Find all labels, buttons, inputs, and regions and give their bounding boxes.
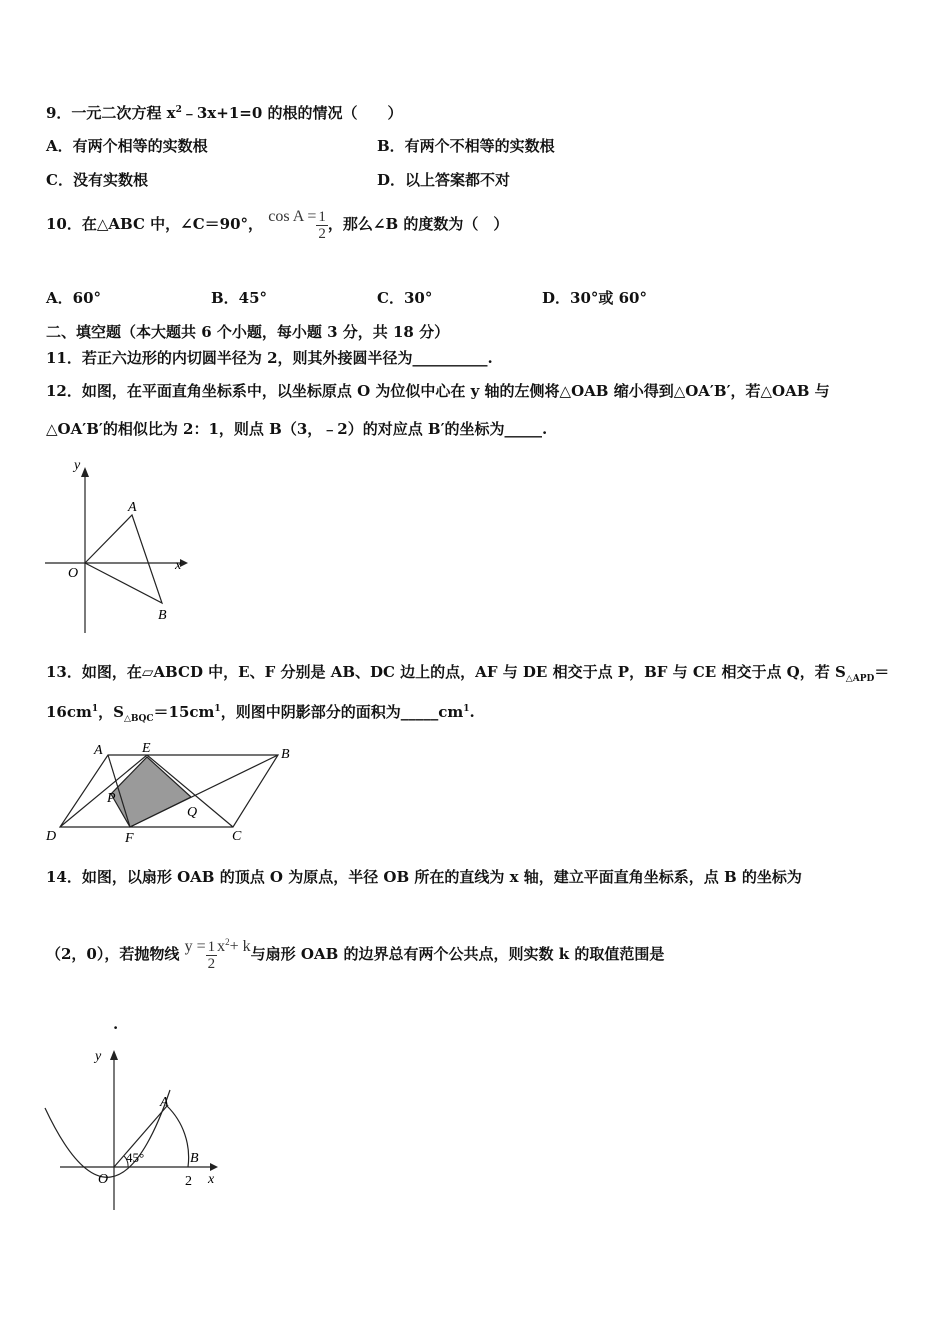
q13-period: . <box>469 703 475 721</box>
q13-value-bqc: ＝15cm <box>153 703 215 721</box>
q14-label-b: B <box>190 1151 199 1166</box>
q13-value-apd: 16cm <box>46 703 92 721</box>
q9-option-a: A．有两个相等的实数根 <box>46 137 208 155</box>
q9-stem-exponent: 2 <box>175 105 182 115</box>
q14-label-o: O <box>98 1172 109 1187</box>
q12-triangle-oab <box>85 515 162 603</box>
q12-label-b: B <box>158 608 167 623</box>
q14-eq-k: + k <box>229 938 251 955</box>
q13-s-label: ，S <box>98 703 124 721</box>
q14-eq-exponent: 2 <box>225 937 230 947</box>
q9-stem-suffix: ﹣3x+1=0 的根的情况（ ） <box>181 104 403 122</box>
q13-value-apd-exponent: 1 <box>91 704 99 714</box>
q12-label-x: x <box>175 558 182 573</box>
q14-x-arrow-icon <box>210 1163 218 1171</box>
q12-label-y: y <box>74 458 81 473</box>
q10-stem-prefix: 10．在△ABC 中，∠C＝90°， <box>46 215 264 233</box>
q14-line-1: 14．如图，以扇形 OAB 的顶点 O 为原点，半径 OB 所在的直线为 x 轴，建立平面直角坐标系，点 B 的坐标为 <box>46 868 802 886</box>
q13-value-bqc-exponent: 1 <box>214 704 221 714</box>
q12-line-1: 12．如图，在平面直角坐标系中，以坐标原点 O 为位似中心在 y 轴的左侧将△OAB 缩小得到△OA′B′，若△OAB 与 <box>46 382 830 400</box>
q14-fraction-denominator: 2 <box>207 955 216 972</box>
q13-figure <box>40 738 300 848</box>
q14-y-arrow-icon <box>110 1050 118 1060</box>
q14-line-2 <box>46 932 664 973</box>
q10-option-c: C．30° <box>377 289 433 307</box>
q12-figure <box>40 455 200 640</box>
q13-line-1-text: 13．如图，在▱ABCD 中，E、F 分别是 AB、DC 边上的点，AF 与 DE 相交于点 P，BF 与 CE 相交于点 Q，若 S <box>46 663 846 681</box>
q10-fraction-numerator: 1 <box>318 208 326 225</box>
q14-sector-arc <box>167 1106 189 1167</box>
q10-option-d: D．30°或 60° <box>542 289 647 307</box>
q14-line-2-suffix: 与扇形 OAB 的边界总有两个公共点，则实数 k 的取值范围是 <box>250 945 665 963</box>
q13-label-a: A <box>94 743 103 758</box>
q14-line-3: . <box>113 1015 119 1033</box>
q11-text: 11．若正六边形的内切圆半径为 2，则其外接圆半径为__________. <box>46 349 493 367</box>
q12-y-arrow-icon <box>81 467 89 477</box>
q10-stem <box>46 206 508 243</box>
q14-figure <box>40 1040 240 1220</box>
q9-stem-prefix: 9．一元二次方程 x <box>46 104 176 122</box>
q14-label-y: y <box>95 1049 102 1064</box>
q13-label-p: P <box>107 791 116 806</box>
q13-label-q: Q <box>187 805 198 820</box>
section-heading: 二、填空题（本大题共 6 个小题，每小题 3 分，共 18 分） <box>46 323 450 341</box>
q13-question-text: ，则图中阴影部分的面积为_____cm <box>220 703 464 721</box>
q12-label-a: A <box>128 500 137 515</box>
q13-label-c: C <box>232 829 242 844</box>
q9-option-c: C．没有实数根 <box>46 171 148 189</box>
q13-line-2 <box>46 699 475 729</box>
q14-label-two: 2 <box>185 1174 192 1189</box>
q13-label-e: E <box>142 741 151 756</box>
q9-option-b: B．有两个不相等的实数根 <box>377 137 555 155</box>
q10-stem-suffix: ，那么∠B 的度数为（ ） <box>327 215 509 233</box>
q14-label-angle: 45° <box>126 1150 145 1165</box>
q10-fraction <box>316 209 328 242</box>
q12-line-2: △OA′B′的相似比为 2：1，则点 B（3，﹣2）的对应点 B′的坐标为_____. <box>46 420 548 438</box>
q14-label-x: x <box>208 1172 215 1187</box>
q13-label-b: B <box>281 747 290 762</box>
q13-line-1-subscript: △APD <box>845 674 875 684</box>
q10-fraction-denominator: 2 <box>318 225 326 242</box>
q14-line-2-prefix: （2，0），若抛物线 <box>46 945 180 963</box>
q14-label-a: A <box>160 1095 169 1110</box>
q13-answer-exponent: 1 <box>463 704 470 714</box>
q14-eq-x: x <box>217 938 226 955</box>
q12-label-o: O <box>68 566 79 581</box>
q13-label-d: D <box>46 829 57 844</box>
q13-line-1 <box>46 662 889 689</box>
q14-eq-y: y = <box>184 938 206 955</box>
q13-line-1-equals: ＝ <box>874 663 890 681</box>
q14-parabola <box>45 1090 170 1177</box>
q9-option-d: D．以上答案都不对 <box>377 171 511 189</box>
q14-fraction <box>206 939 218 972</box>
q10-option-a: A．60° <box>46 289 102 307</box>
q10-option-b: B．45° <box>211 289 268 307</box>
q14-fraction-numerator: 1 <box>207 938 216 955</box>
q13-label-f: F <box>125 831 134 846</box>
q9-stem <box>46 100 403 123</box>
q13-bqc-subscript: △BQC <box>124 714 154 724</box>
q10-cos-label: cos A = <box>268 208 317 225</box>
